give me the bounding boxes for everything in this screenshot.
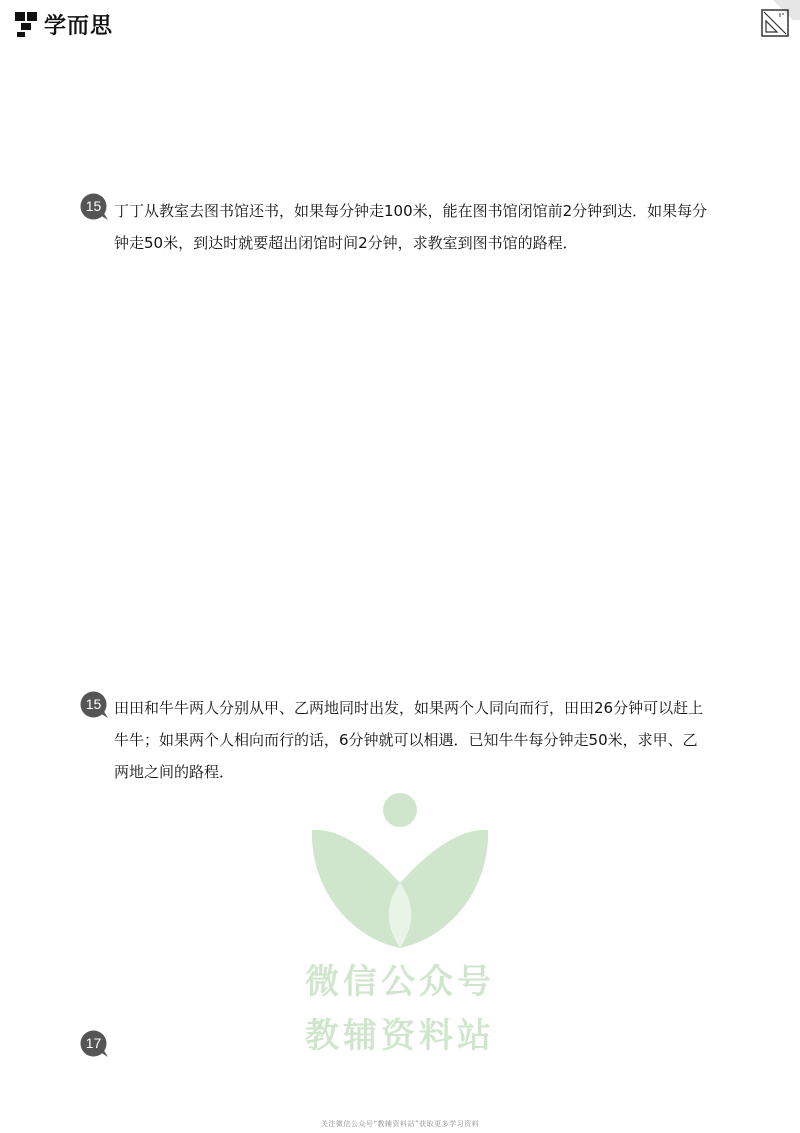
logo-mark-icon (14, 9, 40, 39)
brand-logo (14, 8, 113, 40)
watermark-line-2: 教辅资料站 (305, 1016, 495, 1056)
sprout-logo-icon (300, 788, 500, 953)
question-number: 17 (85, 1035, 102, 1051)
question-number: 15 (85, 198, 102, 214)
question-number-badge (80, 1030, 108, 1058)
question-number-badge (80, 691, 108, 719)
logo-text: 学而思 (44, 13, 114, 39)
question-number-badge (80, 193, 108, 221)
watermark (300, 788, 500, 1058)
question-number: 15 (85, 696, 102, 712)
ruler-triangle-icon (761, 9, 789, 37)
footer-note: 关注微信公众号“教辅资料站”获取更多学习资料 (320, 1120, 480, 1128)
question-text: 田田和牛牛两人分别从甲、乙两地同时出发，如果两个人同向而行，田田26分钟可以赶上牛牛；如果两个人相向而行的话，6分钟就可以相遇．已知牛牛每分钟走50米，求甲、乙两地之间的路程． (114, 699, 704, 781)
watermark-line-1: 微信公众号 (305, 962, 495, 1002)
question-text: 丁丁从教室去图书馆还书，如果每分钟走100米，能在图书馆闭馆前2分钟到达．如果每分钟走50米，到达时就要超出闭馆时间2分钟，求教室到图书馆的路程． (114, 202, 708, 252)
